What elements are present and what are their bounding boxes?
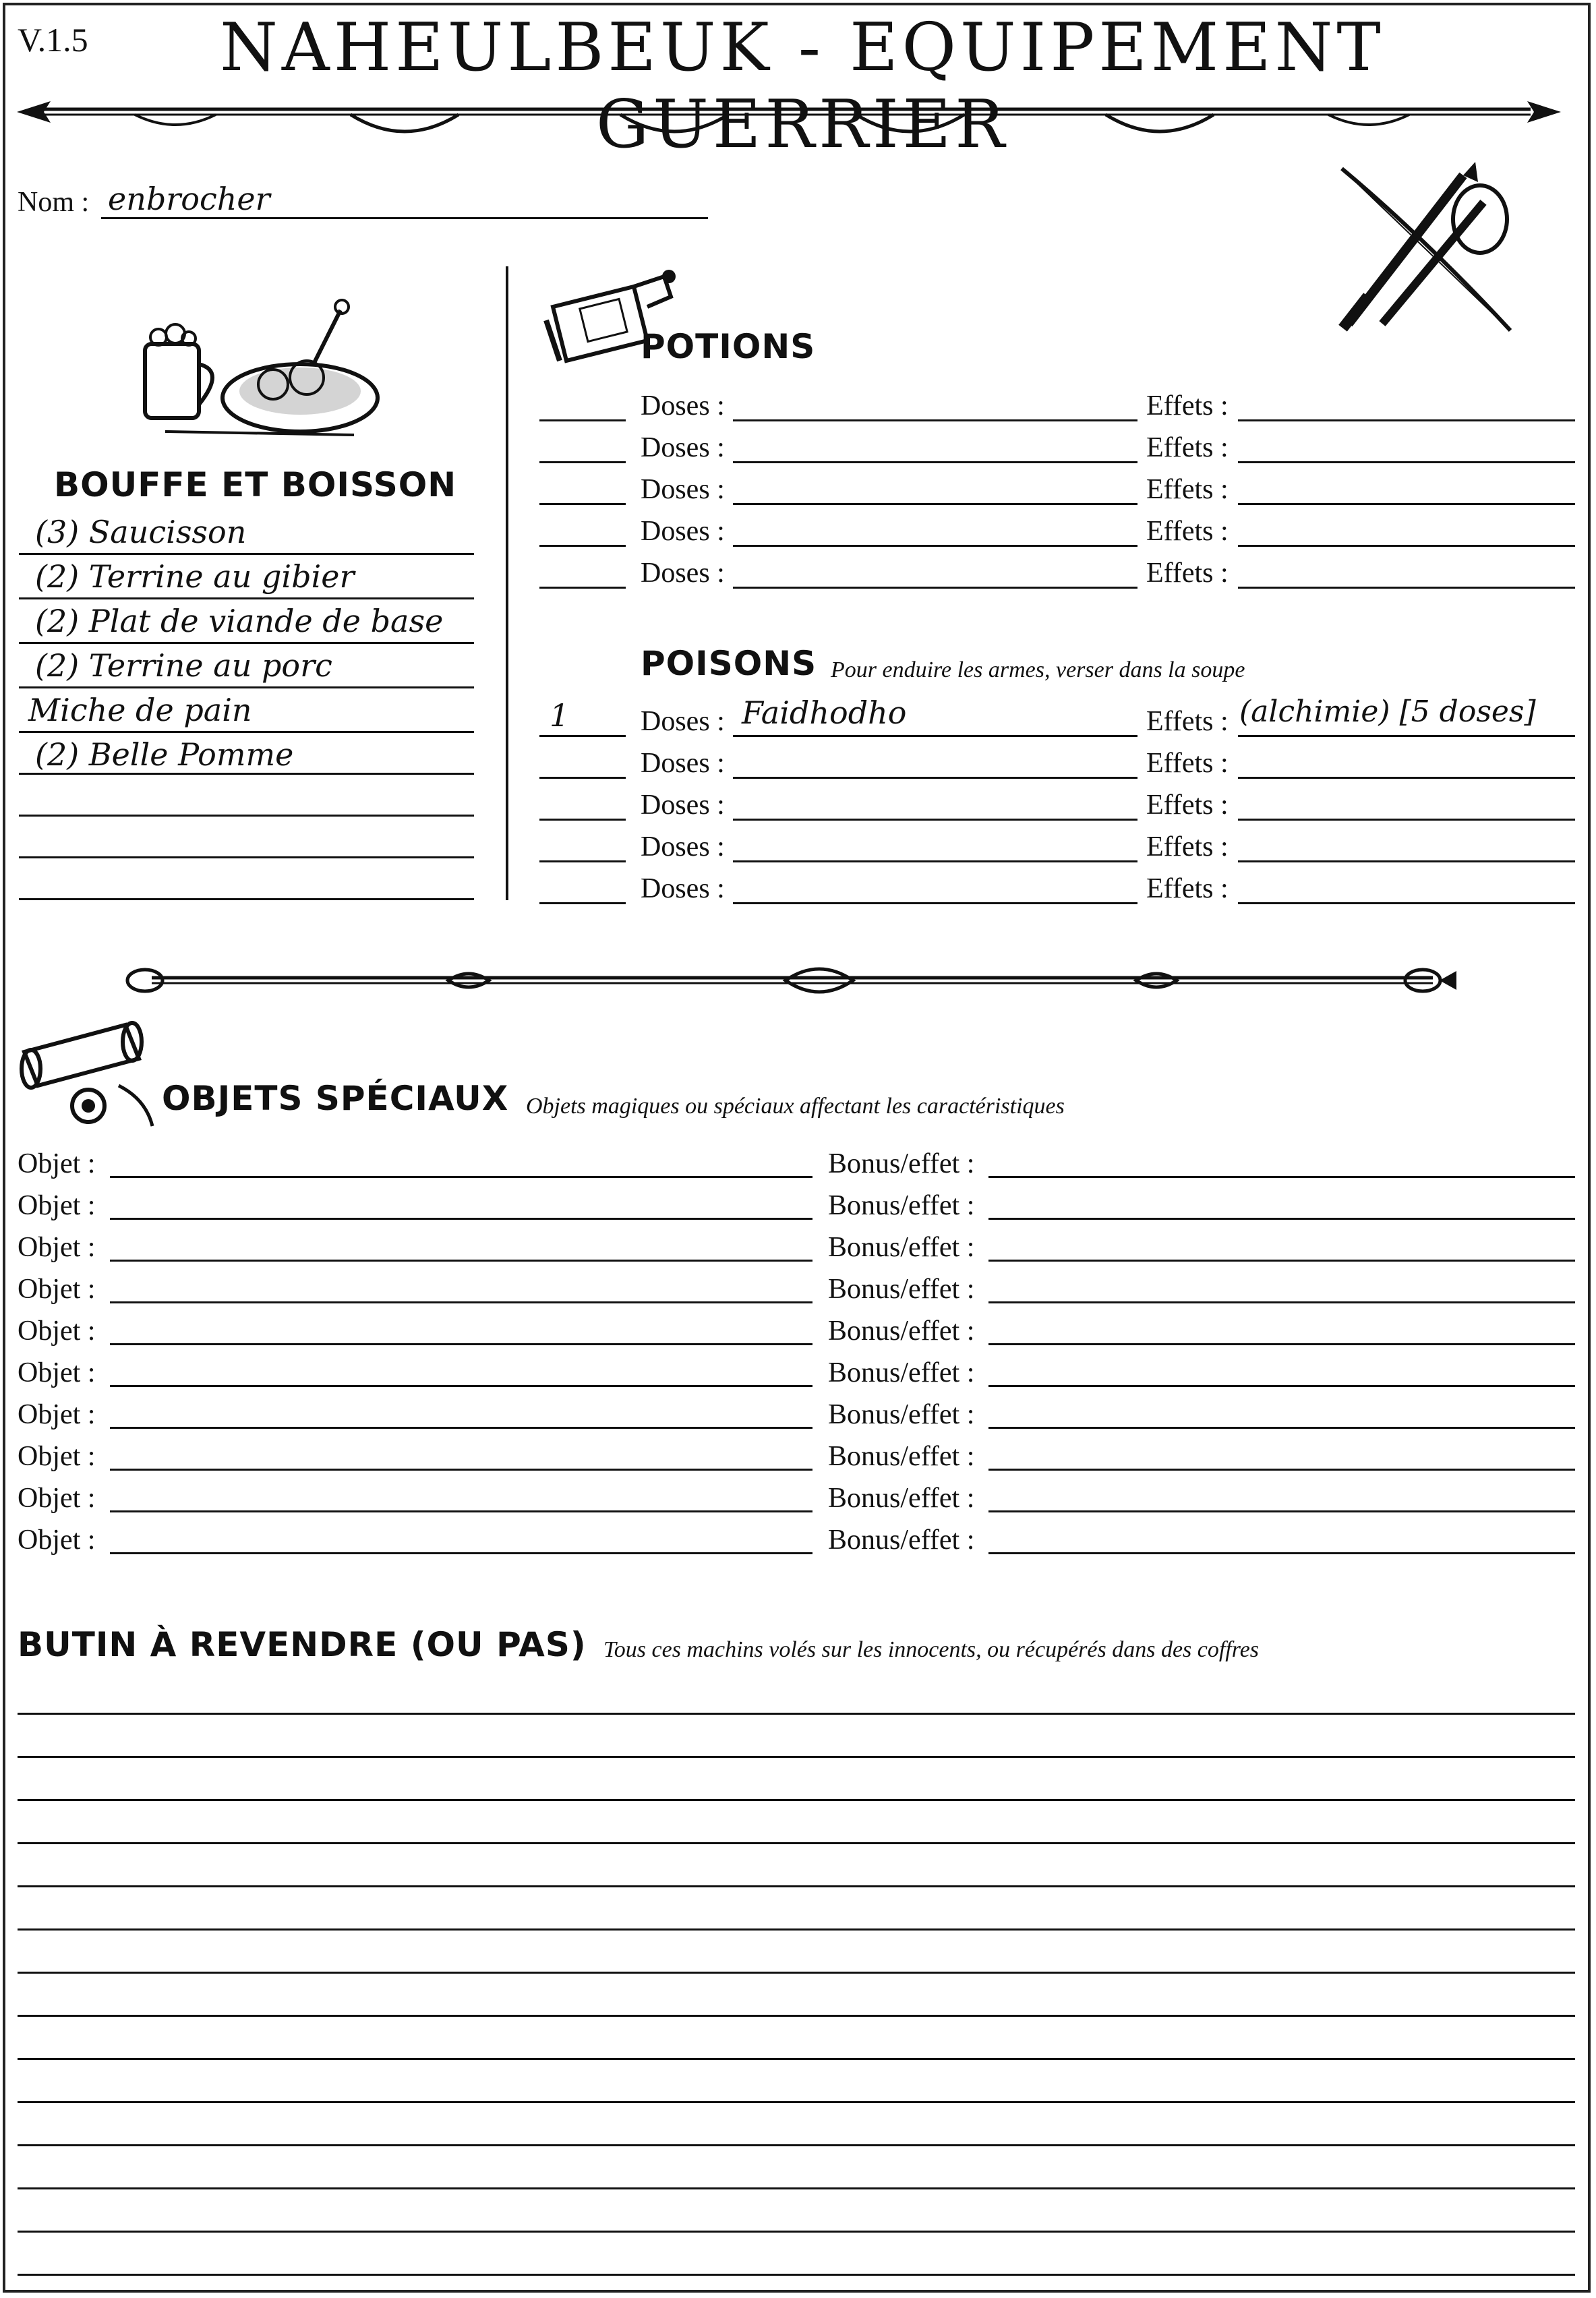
loot-line[interactable] (18, 1928, 1575, 1931)
objet-label: Objet : (18, 1483, 96, 1514)
bonus-line[interactable] (988, 1510, 1575, 1512)
loot-line[interactable] (18, 1885, 1575, 1887)
effets-line[interactable] (1238, 819, 1575, 821)
objet-label: Objet : (18, 1357, 96, 1388)
bonus-line[interactable] (988, 1218, 1575, 1220)
objet-line[interactable] (110, 1176, 812, 1178)
list-item[interactable]: (2) Plat de viande de base (35, 603, 444, 639)
loot-line[interactable] (18, 2058, 1575, 2060)
list-item[interactable]: (2) Terrine au gibier (35, 558, 355, 595)
effets-label: Effets : (1146, 873, 1229, 904)
bonus-label: Bonus/effet : (828, 1190, 975, 1221)
scroll-ring-icon (18, 1011, 159, 1133)
effets-label: Effets : (1146, 790, 1229, 821)
qty-line (539, 587, 626, 589)
list-item[interactable]: (2) Belle Pomme (35, 736, 294, 773)
objet-label: Objet : (18, 1441, 96, 1472)
loot-heading: BUTIN À REVENDRE (OU PAS) (18, 1625, 587, 1664)
loot-line[interactable] (18, 2274, 1575, 2276)
qty-line (539, 419, 626, 421)
effets-label: Effets : (1146, 748, 1229, 779)
qty-line (539, 503, 626, 505)
effets-line[interactable] (1238, 545, 1575, 547)
list-item[interactable]: Miche de pain (28, 692, 252, 728)
objet-line[interactable] (110, 1218, 812, 1220)
bonus-label: Bonus/effet : (828, 1357, 975, 1388)
name-label: Nom : (18, 187, 90, 218)
doses-label: Doses : (641, 558, 725, 589)
list-item[interactable]: (2) Terrine au porc (35, 647, 332, 684)
objet-label: Objet : (18, 1274, 96, 1305)
name-value[interactable]: enbrocher (108, 181, 270, 217)
potions-heading: POTIONS (641, 327, 816, 366)
poison-effets-value[interactable]: (alchimie) [5 doses] (1239, 695, 1536, 729)
loot-line[interactable] (18, 1842, 1575, 1844)
loot-line[interactable] (18, 2231, 1575, 2233)
spear-divider-icon (13, 81, 1564, 148)
qty-line (539, 902, 626, 904)
effets-line[interactable] (1238, 419, 1575, 421)
objet-label: Objet : (18, 1232, 96, 1263)
doses-line[interactable] (733, 545, 1137, 547)
loot-line[interactable] (18, 1713, 1575, 1715)
bonus-label: Bonus/effet : (828, 1399, 975, 1430)
effets-line[interactable] (1238, 503, 1575, 505)
qty-line (539, 461, 626, 463)
effets-label: Effets : (1146, 706, 1229, 737)
bonus-line[interactable] (988, 1301, 1575, 1303)
bonus-label: Bonus/effet : (828, 1148, 975, 1179)
bonus-label: Bonus/effet : (828, 1316, 975, 1347)
objet-line[interactable] (110, 1510, 812, 1512)
effets-line[interactable] (1238, 735, 1575, 737)
poison-doses-value[interactable]: Faidhodho (742, 695, 907, 731)
objet-label: Objet : (18, 1148, 96, 1179)
page-title: NAHEULBEUK - EQUIPEMENT GUERRIER (220, 9, 1385, 163)
poisons-subtitle: Pour enduire les armes, verser dans la soupe (831, 657, 1245, 682)
poison-qty[interactable]: 1 (550, 697, 570, 734)
list-line (19, 642, 474, 644)
special-subtitle: Objets magiques ou spéciaux affectant les caractéristiques (526, 1094, 1065, 1119)
objet-line[interactable] (110, 1427, 812, 1429)
objet-line[interactable] (110, 1260, 812, 1262)
objet-line[interactable] (110, 1385, 812, 1387)
objet-label: Objet : (18, 1316, 96, 1347)
bonus-line[interactable] (988, 1385, 1575, 1387)
bonus-label: Bonus/effet : (828, 1525, 975, 1556)
bonus-label: Bonus/effet : (828, 1483, 975, 1514)
effets-label: Effets : (1146, 831, 1229, 862)
effets-line[interactable] (1238, 587, 1575, 589)
bonus-label: Bonus/effet : (828, 1232, 975, 1263)
doses-label: Doses : (641, 706, 725, 737)
objet-label: Objet : (18, 1190, 96, 1221)
list-item[interactable]: (3) Saucisson (35, 514, 247, 550)
objet-line[interactable] (110, 1552, 812, 1554)
version-label: V.1.5 (18, 21, 88, 59)
loot-line[interactable] (18, 2101, 1575, 2103)
doses-line[interactable] (733, 819, 1137, 821)
effets-label: Effets : (1146, 474, 1229, 505)
objet-line[interactable] (110, 1343, 812, 1345)
qty-line (539, 819, 626, 821)
doses-label: Doses : (641, 432, 725, 463)
doses-line[interactable] (733, 419, 1137, 421)
loot-subtitle: Tous ces machins volés sur les innocents, ou récupérés dans des coffres (603, 1637, 1260, 1662)
list-line (19, 898, 474, 900)
qty-line (539, 545, 626, 547)
doses-label: Doses : (641, 873, 725, 904)
loot-line[interactable] (18, 1756, 1575, 1758)
objet-line[interactable] (110, 1469, 812, 1471)
crossed-weapons-icon (1328, 155, 1524, 337)
bonus-line[interactable] (988, 1176, 1575, 1178)
effets-label: Effets : (1146, 516, 1229, 547)
bonus-line[interactable] (988, 1552, 1575, 1554)
objet-label: Objet : (18, 1525, 96, 1556)
doses-label: Doses : (641, 390, 725, 421)
doses-line[interactable] (733, 735, 1137, 737)
list-line (19, 686, 474, 688)
list-line (19, 773, 474, 775)
food-heading: BOUFFE ET BOISSON (54, 465, 457, 504)
bonus-label: Bonus/effet : (828, 1441, 975, 1472)
effets-line[interactable] (1238, 860, 1575, 862)
list-line (19, 731, 474, 733)
doses-label: Doses : (641, 831, 725, 862)
objet-line[interactable] (110, 1301, 812, 1303)
doses-label: Doses : (641, 790, 725, 821)
list-line (19, 553, 474, 555)
loot-line[interactable] (18, 2144, 1575, 2146)
list-line (19, 597, 474, 599)
bonus-line[interactable] (988, 1427, 1575, 1429)
bonus-line[interactable] (988, 1343, 1575, 1345)
list-line (19, 856, 474, 858)
special-heading: OBJETS SPÉCIAUX (162, 1079, 509, 1118)
poisons-heading: POISONS (641, 644, 817, 683)
doses-label: Doses : (641, 474, 725, 505)
doses-line[interactable] (733, 860, 1137, 862)
effets-line[interactable] (1238, 777, 1575, 779)
doses-line[interactable] (733, 587, 1137, 589)
loot-line[interactable] (18, 2187, 1575, 2189)
doses-label: Doses : (641, 516, 725, 547)
loot-line[interactable] (18, 2015, 1575, 2017)
column-divider (506, 266, 508, 900)
doses-line[interactable] (733, 902, 1137, 904)
doses-line[interactable] (733, 461, 1137, 463)
effets-label: Effets : (1146, 432, 1229, 463)
loot-line[interactable] (18, 1799, 1575, 1801)
name-line (101, 217, 708, 219)
objet-label: Objet : (18, 1399, 96, 1430)
bonus-label: Bonus/effet : (828, 1274, 975, 1305)
loot-line[interactable] (18, 1972, 1575, 1974)
qty-line (539, 860, 626, 862)
effets-label: Effets : (1146, 558, 1229, 589)
staff-divider-icon (125, 958, 1460, 1005)
qty-line (539, 735, 626, 737)
qty-line (539, 777, 626, 779)
doses-line[interactable] (733, 503, 1137, 505)
list-line (19, 815, 474, 817)
bonus-line[interactable] (988, 1260, 1575, 1262)
effets-line[interactable] (1238, 461, 1575, 463)
doses-line[interactable] (733, 777, 1137, 779)
bonus-line[interactable] (988, 1469, 1575, 1471)
doses-label: Doses : (641, 748, 725, 779)
food-platter-icon (138, 297, 381, 445)
effets-label: Effets : (1146, 390, 1229, 421)
effets-line[interactable] (1238, 902, 1575, 904)
